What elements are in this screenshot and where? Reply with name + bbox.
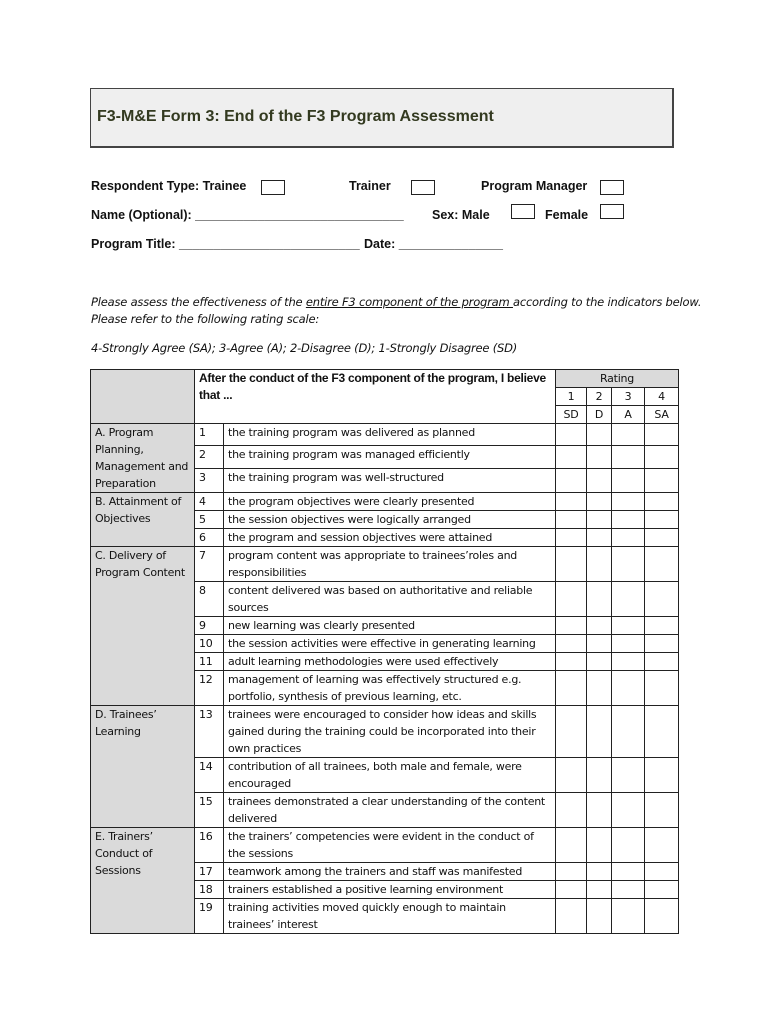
item-text: adult learning methodologies were used effectively [224, 653, 556, 671]
instruction-line-2: Please refer to the following rating scale: [91, 312, 319, 326]
item-number: 4 [195, 493, 224, 511]
rating-cell[interactable] [556, 899, 587, 934]
item-number: 19 [195, 899, 224, 934]
name-field[interactable]: Name (Optional): ______________________________ [91, 208, 404, 222]
rating-cell[interactable] [587, 547, 612, 582]
rating-cell[interactable] [556, 706, 587, 758]
program-manager-checkbox[interactable] [600, 180, 624, 195]
form-title-box [90, 88, 674, 148]
rating-number: 1 [556, 388, 587, 406]
rating-cell[interactable] [645, 582, 679, 617]
rating-cell[interactable] [587, 706, 612, 758]
rating-cell[interactable] [587, 617, 612, 635]
trainer-label: Trainer [349, 179, 391, 193]
rating-cell[interactable] [645, 793, 679, 828]
rating-cell[interactable] [556, 863, 587, 881]
item-number: 5 [195, 511, 224, 529]
item-text: trainers established a positive learning environment [224, 881, 556, 899]
rating-cell[interactable] [612, 617, 645, 635]
date-field[interactable]: Date: _______________ [364, 237, 504, 251]
rating-cell[interactable] [612, 582, 645, 617]
rating-cell[interactable] [612, 881, 645, 899]
item-text: the program objectives were clearly presented [224, 493, 556, 511]
item-text: trainees were encouraged to consider how ideas and skills gained during the training could be incorporated into their own practices [224, 706, 556, 758]
rating-cell[interactable] [612, 706, 645, 758]
rating-cell[interactable] [645, 863, 679, 881]
rating-cell[interactable] [587, 468, 612, 492]
rating-cell[interactable] [645, 653, 679, 671]
item-number: 10 [195, 635, 224, 653]
rating-cell[interactable] [645, 758, 679, 793]
rating-cell[interactable] [645, 635, 679, 653]
rating-cell[interactable] [587, 758, 612, 793]
rating-cell[interactable] [587, 511, 612, 529]
rating-cell[interactable] [612, 758, 645, 793]
rating-number: 3 [612, 388, 645, 406]
item-number: 11 [195, 653, 224, 671]
trainer-checkbox[interactable] [411, 180, 435, 195]
rating-cell[interactable] [612, 899, 645, 934]
rating-cell[interactable] [645, 446, 679, 468]
trainee-checkbox[interactable] [261, 180, 285, 195]
rating-cell[interactable] [612, 671, 645, 706]
rating-cell[interactable] [612, 468, 645, 492]
item-number: 16 [195, 828, 224, 863]
item-text: the program and session objectives were attained [224, 529, 556, 547]
instruction-underlined: entire F3 component of the program [305, 295, 513, 309]
rating-cell[interactable] [587, 529, 612, 547]
category-e: E. Trainers’ Conduct of Sessions [91, 828, 195, 934]
category-d: D. Trainees’ Learning [91, 706, 195, 828]
rating-cell[interactable] [645, 671, 679, 706]
header-blank-cell [91, 370, 195, 424]
rating-cell[interactable] [556, 793, 587, 828]
rating-cell[interactable] [587, 881, 612, 899]
rating-cell[interactable] [645, 511, 679, 529]
rating-cell[interactable] [645, 881, 679, 899]
item-number: 17 [195, 863, 224, 881]
rating-cell[interactable] [556, 547, 587, 582]
rating-cell[interactable] [645, 468, 679, 492]
rating-cell[interactable] [556, 511, 587, 529]
item-number: 9 [195, 617, 224, 635]
item-text: the training program was delivered as planned [224, 424, 556, 446]
rating-cell[interactable] [612, 635, 645, 653]
rating-cell[interactable] [587, 493, 612, 511]
rating-cell[interactable] [612, 511, 645, 529]
rating-cell[interactable] [612, 547, 645, 582]
rating-cell[interactable] [645, 493, 679, 511]
rating-cell[interactable] [587, 653, 612, 671]
rating-cell[interactable] [556, 424, 587, 446]
rating-cell[interactable] [587, 446, 612, 468]
assessment-table [90, 369, 679, 934]
rating-cell[interactable] [612, 493, 645, 511]
item-number: 18 [195, 881, 224, 899]
item-text: contribution of all trainees, both male and female, were encouraged [224, 758, 556, 793]
rating-cell[interactable] [556, 493, 587, 511]
rating-number: 2 [587, 388, 612, 406]
item-number: 15 [195, 793, 224, 828]
item-number: 1 [195, 424, 224, 446]
rating-cell[interactable] [556, 446, 587, 468]
category-b: B. Attainment of Objectives [91, 493, 195, 547]
rating-cell[interactable] [612, 828, 645, 863]
rating-cell[interactable] [612, 653, 645, 671]
item-text: teamwork among the trainers and staff was manifested [224, 863, 556, 881]
rating-cell[interactable] [587, 671, 612, 706]
item-number: 7 [195, 547, 224, 582]
rating-cell[interactable] [645, 529, 679, 547]
rating-cell[interactable] [587, 899, 612, 934]
item-number: 6 [195, 529, 224, 547]
sex-male-label: Sex: Male [432, 208, 490, 222]
item-number: 2 [195, 446, 224, 468]
rating-cell[interactable] [556, 582, 587, 617]
rating-abbrev: SD [556, 406, 587, 424]
rating-cell[interactable] [556, 617, 587, 635]
rating-cell[interactable] [587, 863, 612, 881]
category-a: A. Program Planning, Management and Preparation [91, 424, 195, 493]
rating-cell[interactable] [645, 828, 679, 863]
rating-cell[interactable] [587, 828, 612, 863]
rating-cell[interactable] [612, 424, 645, 446]
item-number: 13 [195, 706, 224, 758]
item-text: the trainers’ competencies were evident in the conduct of the sessions [224, 828, 556, 863]
program-manager-label: Program Manager [481, 179, 588, 193]
rating-cell[interactable] [612, 863, 645, 881]
item-text: management of learning was effectively structured e.g. portfolio, synthesis of previous learning, etc. [224, 671, 556, 706]
rating-cell[interactable] [587, 582, 612, 617]
item-number: 12 [195, 671, 224, 706]
item-text: the training program was managed efficiently [224, 446, 556, 468]
item-text: training activities moved quickly enough to maintain trainees’ interest [224, 899, 556, 934]
rating-abbrev: D [587, 406, 612, 424]
female-checkbox[interactable] [600, 204, 624, 219]
rating-cell[interactable] [556, 653, 587, 671]
rating-cell[interactable] [556, 671, 587, 706]
rating-cell[interactable] [587, 424, 612, 446]
item-text: content delivered was based on authoritative and reliable sources [224, 582, 556, 617]
item-number: 14 [195, 758, 224, 793]
item-text: the session activities were effective in generating learning [224, 635, 556, 653]
rating-cell[interactable] [556, 529, 587, 547]
rating-cell[interactable] [556, 468, 587, 492]
rating-abbrev: A [612, 406, 645, 424]
rating-cell[interactable] [556, 758, 587, 793]
male-checkbox[interactable] [511, 204, 535, 219]
rating-cell[interactable] [612, 529, 645, 547]
rating-cell[interactable] [556, 828, 587, 863]
item-text: trainees demonstrated a clear understanding of the content delivered [224, 793, 556, 828]
item-text: program content was appropriate to trainees’roles and responsibilities [224, 547, 556, 582]
female-label: Female [545, 208, 589, 222]
rating-cell[interactable] [645, 424, 679, 446]
item-text: the session objectives were logically arranged [224, 511, 556, 529]
rating-cell[interactable] [645, 899, 679, 934]
rating-cell[interactable] [612, 793, 645, 828]
category-c: C. Delivery of Program Content [91, 547, 195, 706]
item-number: 8 [195, 582, 224, 617]
instruction-line-1: Please assess the effectiveness of the entire F3 component of the program according to the indicators below. [91, 295, 702, 309]
item-text: new learning was clearly presented [224, 617, 556, 635]
form-title: F3-M&E Form 3: End of the F3 Program Assessment [97, 108, 494, 125]
rating-header: Rating [556, 370, 679, 388]
respondent-type-label: Respondent Type: Trainee [91, 179, 247, 193]
rating-number: 4 [645, 388, 679, 406]
rating-cell[interactable] [612, 446, 645, 468]
rating-cell[interactable] [645, 706, 679, 758]
program-title-field[interactable]: Program Title: __________________________ [91, 237, 360, 251]
rating-cell[interactable] [587, 793, 612, 828]
rating-cell[interactable] [645, 547, 679, 582]
rating-cell[interactable] [587, 635, 612, 653]
item-number: 3 [195, 468, 224, 492]
item-text: the training program was well-structured [224, 468, 556, 492]
rating-cell[interactable] [556, 881, 587, 899]
table-header-question: After the conduct of the F3 component of the program, I believe that ... [195, 370, 556, 424]
rating-cell[interactable] [556, 635, 587, 653]
rating-cell[interactable] [645, 617, 679, 635]
rating-abbrev: SA [645, 406, 679, 424]
rating-scale-text: 4-Strongly Agree (SA); 3-Agree (A); 2-Disagree (D); 1-Strongly Disagree (SD) [91, 341, 518, 355]
